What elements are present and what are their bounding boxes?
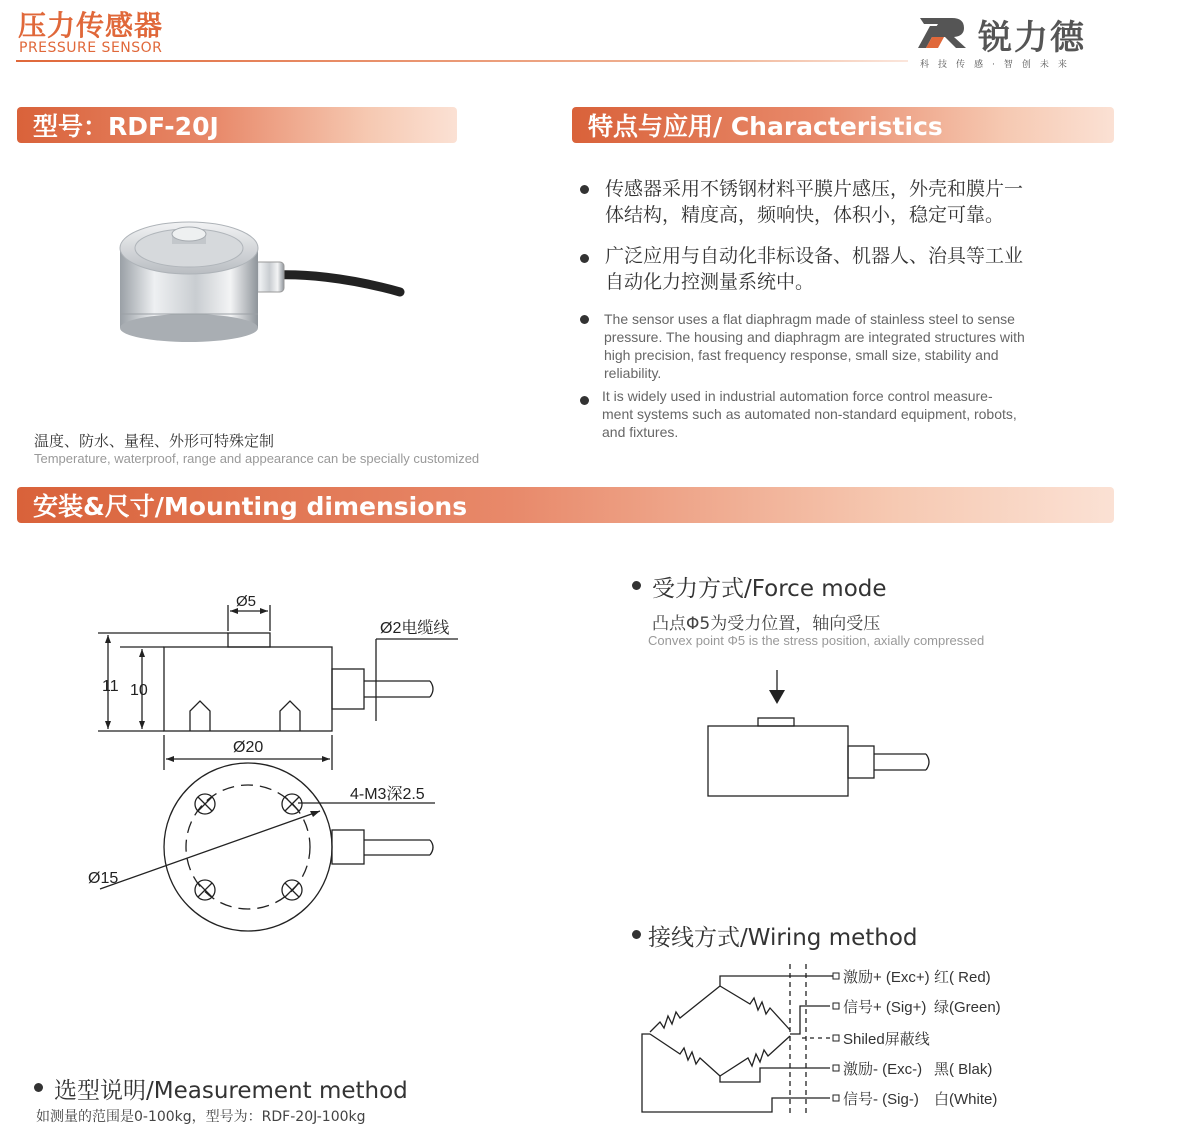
- force-mode-diagram: [700, 668, 940, 800]
- wire-sig-minus-color: 白(White): [934, 1091, 998, 1108]
- wire-exc-minus-color: 黑( Blak): [934, 1061, 993, 1078]
- wire-exc-minus-label: 激励- (Exc-): [843, 1061, 923, 1078]
- customization-note-cn: 温度、防水、量程、外形可特殊定制: [34, 432, 275, 450]
- mounting-bar: [17, 487, 1114, 523]
- model-title: 型号：RDF-20J: [33, 112, 219, 141]
- bullet-dot: [580, 315, 589, 324]
- bullet-dot: [632, 581, 641, 590]
- feature-cn-1: 传感器采用不锈钢材料平膜片感压，外壳和膜片一 体结构，精度高，频响快，体积小，稳定可靠。: [605, 178, 1024, 226]
- brand-tagline: 科技传感·智创未来: [920, 60, 1076, 70]
- model-bar: [17, 107, 457, 143]
- customization-note-en: Temperature, waterproof, range and appearance can be specially customized: [34, 451, 480, 466]
- brand-name: 锐力德: [978, 18, 1086, 58]
- wire-exc-plus-color: 红( Red): [934, 969, 991, 986]
- header-divider: [16, 60, 908, 62]
- mounting-title: 安装&尺寸/Mounting dimensions: [33, 492, 468, 521]
- bullet-dot: [580, 185, 589, 194]
- wire-shield-label: Shiled屏蔽线: [843, 1031, 930, 1048]
- feature-en-1: The sensor uses a flat diaphragm made of stainless steel to sense pressure. The housing and diaphragm are integrated structures with high precision, fast frequency response, small size, stability and reliability.: [604, 311, 1025, 381]
- dim-holes: 4-M3深2.5: [350, 786, 425, 803]
- force-mode-desc-en: Convex point Φ5 is the stress position, axially compressed: [648, 633, 985, 648]
- wire-sig-plus-label: 信号+ (Sig+): [843, 999, 927, 1016]
- characteristics-title: 特点与应用/ Characteristics: [588, 112, 943, 141]
- measurement-title: 选型说明/Measurement method: [54, 1078, 408, 1104]
- product-image: [100, 210, 410, 345]
- feature-cn-2: 广泛应用与自动化非标设备、机器人、治具等工业 自动化力控测量系统中。: [605, 245, 1024, 293]
- feature-en-2: It is widely used in industrial automation force control measure- ment systems such as automated non-standard equipment, robots, and fixtures.: [602, 388, 1017, 440]
- wiring-diagram: [630, 958, 1030, 1116]
- dim-top-diameter: Ø5: [236, 593, 257, 610]
- dim-pcd: Ø15: [88, 870, 119, 887]
- bullet-dot: [632, 930, 641, 939]
- bullet-dot: [580, 396, 589, 405]
- category-subtitle: PRESSURE SENSOR: [19, 40, 163, 56]
- bullet-dot: [34, 1083, 43, 1092]
- force-mode-title: 受力方式/Force mode: [652, 576, 887, 602]
- brand-logo-icon: [918, 16, 970, 50]
- dim-cable: Ø2电缆线: [380, 620, 450, 637]
- dim-body-height: 10: [130, 682, 148, 699]
- wire-sig-plus-color: 绿(Green): [934, 999, 1001, 1016]
- force-mode-desc-cn: 凸点Φ5为受力位置，轴向受压: [652, 614, 881, 634]
- dim-diameter: Ø20: [233, 739, 264, 756]
- bullet-dot: [580, 254, 589, 263]
- wire-exc-plus-label: 激励+ (Exc+): [843, 969, 930, 986]
- measurement-desc: 如测量的范围是0-100kg，型号为：RDF-20J-100kg: [36, 1109, 366, 1125]
- wire-sig-minus-label: 信号- (Sig-): [843, 1091, 919, 1108]
- category-title: 压力传感器: [18, 9, 164, 42]
- dim-total-height: 11: [102, 678, 119, 695]
- characteristics-bar: [572, 107, 1114, 143]
- dimension-drawing: [80, 585, 460, 945]
- wiring-title: 接线方式/Wiring method: [648, 925, 918, 951]
